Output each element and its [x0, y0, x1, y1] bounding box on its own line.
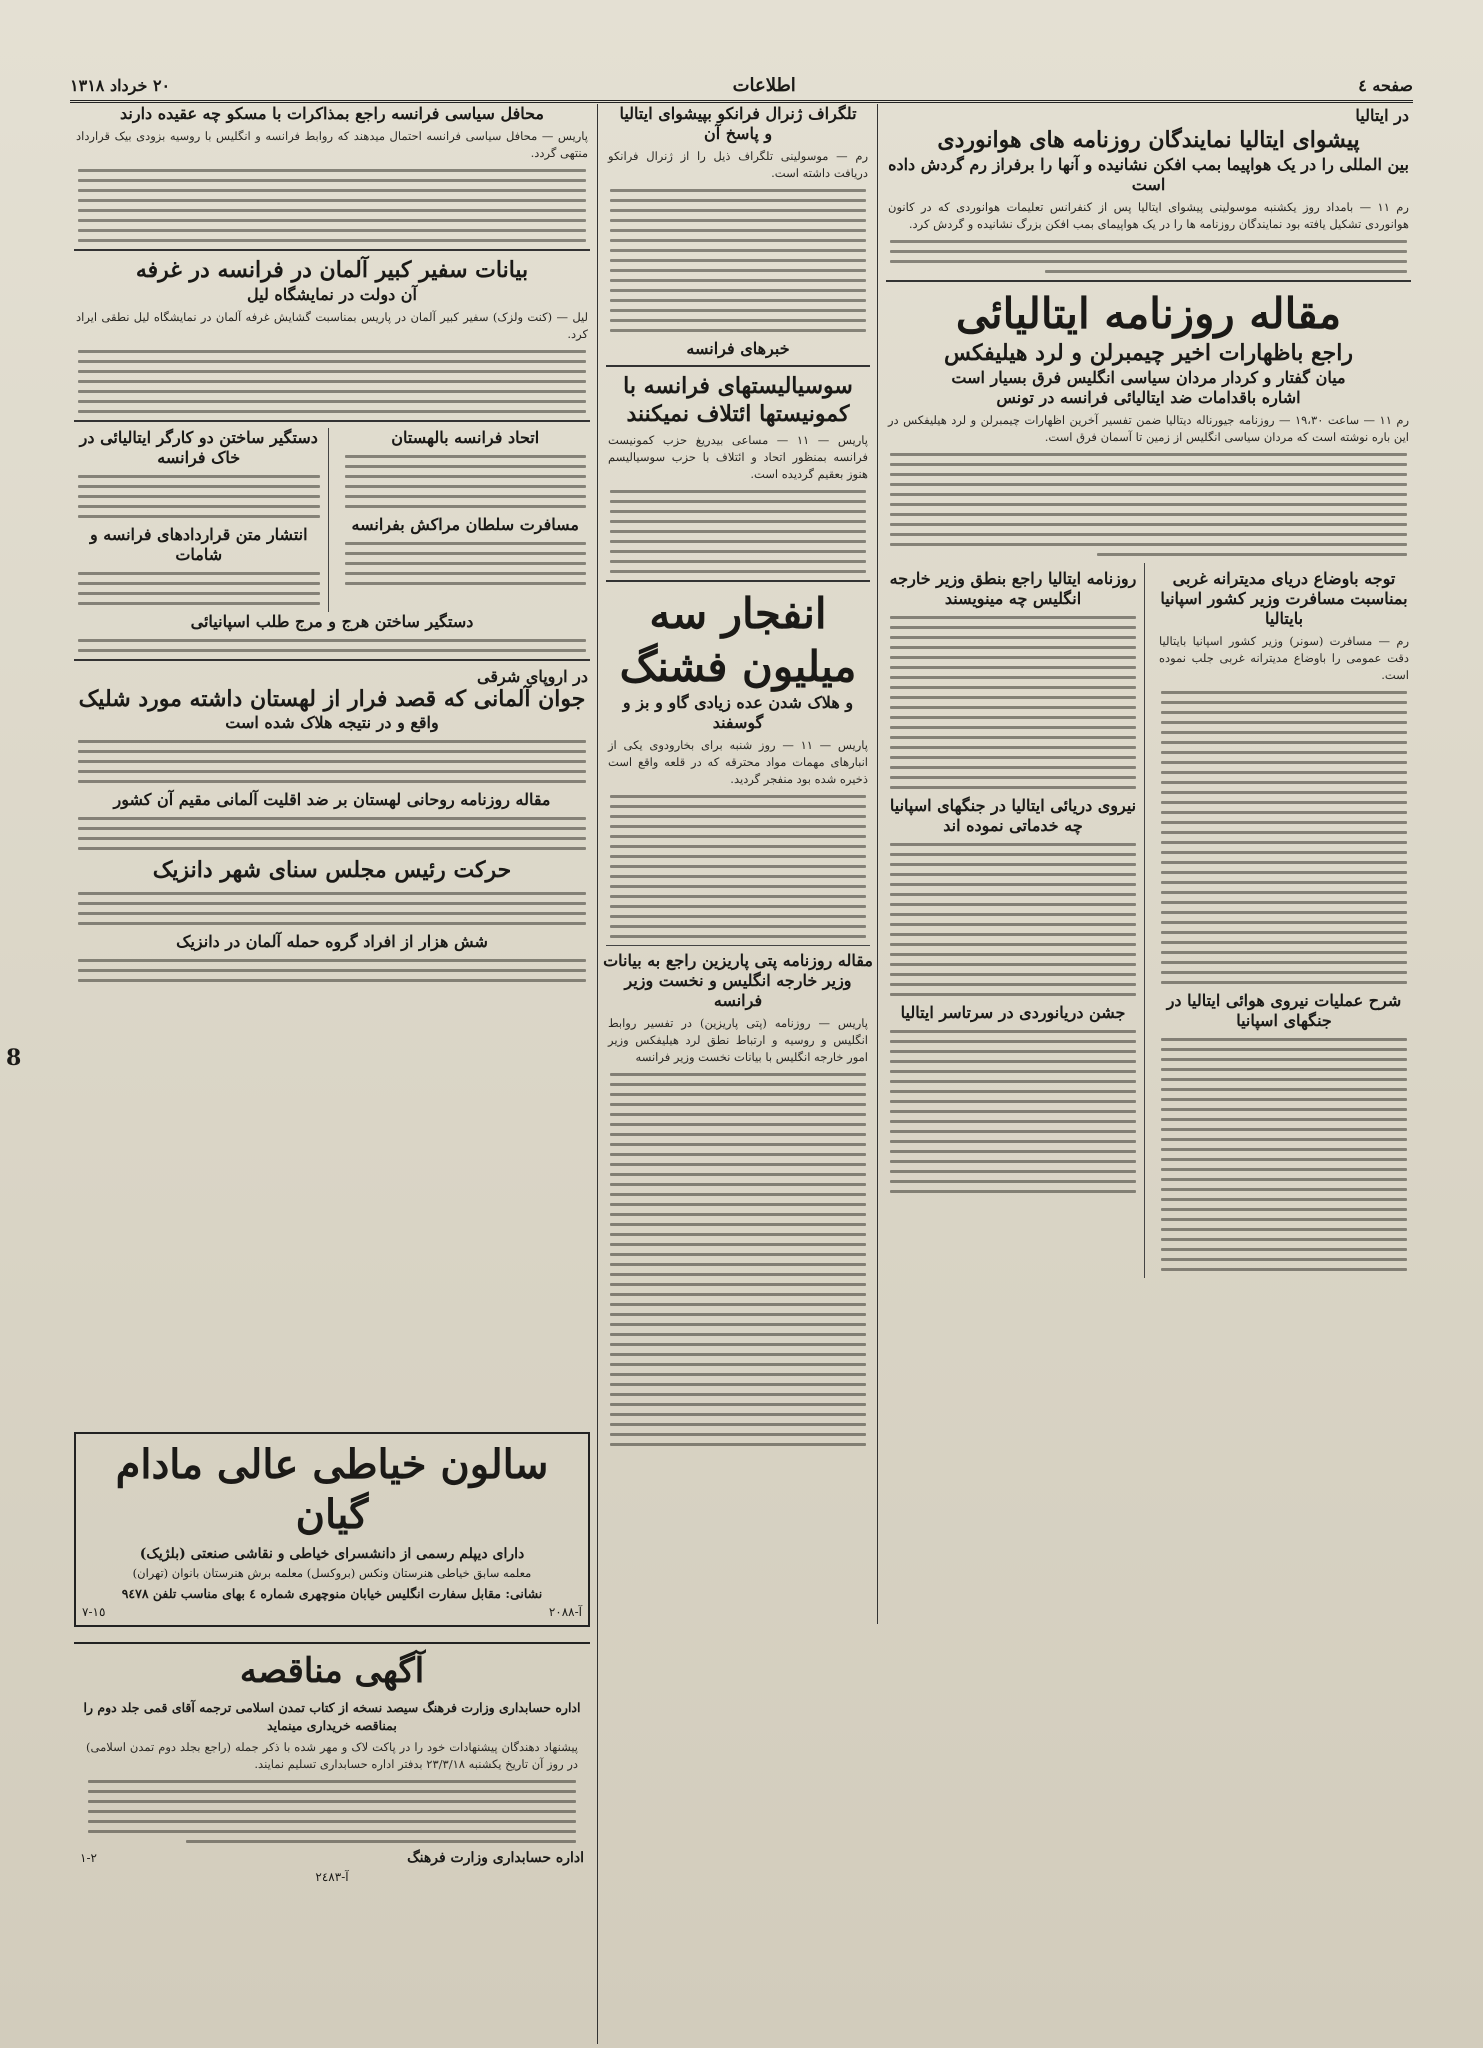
article-text: لیل — (کنت ولزک) سفیر کبیر آلمان در پاریس بمناسبت گشایش غرفه آلمان در نمایشگاه لیل نطقی ایراد کرد. [76, 309, 588, 341]
ad-signature: اداره حسابداری وزارت فرهنگ [407, 1849, 584, 1866]
column-rule [597, 104, 598, 2044]
headline: اتحاد فرانسه بالهستان [391, 427, 540, 447]
article-text: رم — موسولینی تلگراف ذیل را از ژنرال فرانکو دریافت داشته است. [608, 149, 868, 180]
headline: تلگراف ژنرال فرانکو بپیشوای ایتالیا [619, 104, 857, 123]
text-lines [78, 817, 586, 850]
column-middle [602, 104, 874, 2044]
issue-date: ٢٠ خرداد ١٣١٨ [70, 75, 171, 95]
text-lines [78, 572, 320, 605]
sub-headline: واقع و در نتیجه هلاک شده است [225, 713, 439, 732]
text-lines [78, 959, 586, 982]
column-rule [877, 104, 878, 1624]
headline: نیروی دریائی ایتالیا در جنگهای اسپانیا چه خدماتی نموده اند [889, 795, 1137, 835]
masthead [70, 70, 1413, 103]
text-lines [345, 455, 587, 508]
text-lines [78, 740, 586, 783]
headline: حرکت رئیس مجلس سنای شهر دانزیک [152, 857, 512, 883]
ad-code: آ-٢٠٨٨ [548, 1605, 582, 1619]
sub-headline: آن دولت در نمایشگاه لیل [247, 284, 417, 304]
text-lines [1161, 1038, 1407, 1271]
text-lines [890, 616, 1136, 789]
sub-headline: و پاسخ آن [703, 124, 773, 143]
text-lines [890, 240, 1407, 273]
text-lines [78, 892, 586, 925]
headline: دستگیر ساختن دو کارگر ایتالیائی در خاک فرانسه [79, 427, 318, 467]
text-lines [78, 639, 586, 652]
headline: جشن دریانوردی در سرتاسر ایتالیا [900, 1002, 1126, 1022]
article-text: پاریس — روزنامه (پتی پاریزین) در تفسیر روابط انگلیس و روسیه و ارتباط نطق لرد هیلیفکس وزیر امور خارجه انگلیس با بیانات نخست وزیر فرانسه [608, 1016, 868, 1064]
ad-line: دارای دیپلم رسمی از دانشسرای خیاطی و نقاشی صنعتی (بلژیک) [139, 1546, 525, 1562]
ad-code: ٢-١ [80, 1850, 97, 1865]
ad-address: نشانی: مقابل سفارت انگلیس خیابان منوچهری شماره ٤ بهای مناسب تلفن ٩٤٧٨ [121, 1586, 543, 1601]
tailoring-advertisement [74, 1432, 590, 1627]
text-lines [890, 843, 1136, 996]
text-lines [610, 1073, 866, 1446]
ad-code: آ-٢٤٨٣ [315, 1869, 349, 1884]
sub-headline: اشاره باقدامات ضد ایتالیائی فرانسه در تونس [996, 387, 1301, 407]
section-label: در ایتالیا [1355, 106, 1409, 125]
tender-notice [74, 1642, 590, 1972]
text-lines [78, 169, 586, 242]
text-lines [610, 795, 866, 938]
headline: محافل سیاسی فرانسه راجع بمذاکرات با مسکو چه عقیده دارند [120, 104, 544, 123]
ad-title: سالون خیاطی عالی مادام گیان [115, 1441, 549, 1538]
text-lines [890, 1030, 1136, 1193]
article-text: پاریس — ١١ — مساعی بیدریغ حزب کمونیست فرانسه بمنظور اتحاد و ائتلاف با حزب سوسیالیسم هنوز بعقیم گردیده است. [608, 433, 868, 481]
text-lines [78, 475, 320, 518]
ad-line: اداره حسابداری وزارت فرهنگ سیصد نسخه از کتاب تمدن اسلامی ترجمه آقای قمی جلد دوم را بمناقصه خریداری مینماید [83, 1699, 581, 1733]
headline: توجه باوضاع دریای مدیترانه غربی [1172, 568, 1396, 588]
sub-headline: راجع باظهارات اخیر چیمبرلن و لرد هیلیفکس [943, 340, 1354, 366]
text-lines [1161, 691, 1407, 984]
headline: جوان آلمانی که قصد فرار از لهستان داشته مورد شلیک [78, 685, 586, 712]
article-text: رم ١١ — ساعت ١٩،٣٠ — روزنامه جیورناله دیتالیا ضمن تفسیر آخرین اظهارات چیمبرلن و لرد هیلیفکس در این باره نوشته است که مردان سیاسی انگلیس از زمین تا آسمان فرق است. [888, 412, 1409, 444]
page-number: صفحه ٤ [1358, 75, 1413, 95]
article-text: رم ١١ — بامداد روز یکشنبه موسولینی پیشوای ایتالیا پس از کنفرانس تعلیمات هوانوردی که در کانون هوانوردی تشکیل یافته بود نمایندگان روزنامه ها را در یک هواپیمای بمب افکن بزرگ نشانیده و گردش کرد. [888, 199, 1409, 231]
ad-line: معلمه سابق خیاطی هنرستان ونکس (بروکسل) معلمه برش هنرستان بانوان (تهران) [132, 1566, 532, 1580]
text-lines [610, 490, 866, 573]
sub-headline: بین المللی را در یک هواپیما بمب افکن نشانیده و آنها را برفراز رم گردش داده است [888, 154, 1409, 194]
headline: مسافرت سلطان مراکش بفرانسه [351, 514, 579, 534]
headline: سوسیالیستهای فرانسه با کمونیستها ائتلاف نمیکنند [623, 373, 853, 427]
sub-headline: میان گفتار و کردار مردان سیاسی انگلیس فرق بسیار است [951, 367, 1346, 387]
headline: مقاله روزنامه پتی پاریزین راجع به بیانات وزیر خارجه انگلیس و نخست وزیر فرانسه [603, 951, 873, 1010]
paper-name: اطلاعات [732, 74, 796, 96]
sub-headline: و هلاک شدن عده زیادی گاو و بز و گوسفند [622, 693, 854, 732]
article-text: رم — مسافرت (سونر) وزیر کشور اسپانیا بایتالیا دقت عمومی را باوضاع مدیترانه غربی جلب نموده است. [1159, 633, 1409, 682]
text-lines [610, 189, 866, 332]
headline: مقاله روزنامه روحانی لهستان بر ضد اقلیت آلمانی مقیم آن کشور [113, 790, 551, 809]
headline: انفجار سه میلیون فشنگ [619, 589, 857, 691]
text-lines [890, 453, 1407, 556]
column-right [882, 104, 1415, 2044]
headline: انتشار متن قراردادهای فرانسه و شامات [89, 524, 308, 564]
headline: شش هزار از افراد گروه حمله آلمان در دانزیک [176, 931, 488, 951]
margin-mark: 8 [6, 1045, 22, 1071]
headline: مقاله روزنامه ایتالیائی [955, 288, 1342, 338]
ad-text: پیشنهاد دهندگان پیشنهادات خود را در پاکت لاک و مهر شده با ذکر جمله (راجع بجلد دوم تمدن اسلامی) در روز آن تاریخ یکشنبه ٢٣/٣/١٨ بدفتر اداره حسابداری تسلیم نمایند. [86, 1739, 578, 1771]
text-lines [345, 542, 587, 585]
headline: دستگیر ساختن هرج و مرج طلب اسپانیائی [190, 611, 474, 631]
text-lines [78, 350, 586, 413]
headline: روزنامه ایتالیا راجع بنطق وزیر خارجه انگلیس چه مینویسند [889, 568, 1137, 608]
headline: بیانات سفیر کبیر آلمان در فرانسه در غرفه [135, 257, 529, 283]
headline: پیشوای ایتالیا نمایندگان روزنامه های هوانوردی [937, 127, 1360, 153]
ad-title: آگهی مناقصه [239, 1651, 425, 1691]
column-left [70, 104, 594, 1434]
sub-headline: بمناسبت مسافرت وزیر کشور اسپانیا بایتالیا [1160, 588, 1408, 628]
headline: شرح عملیات نیروی هوائی ایتالیا در جنگهای اسپانیا [1166, 990, 1402, 1030]
text-lines [88, 1780, 576, 1843]
article-text: پاریس — محافل سیاسی فرانسه احتمال میدهند که روابط فرانسه و انگلیس با روسیه بزودی بیک قرارداد منتهی گردد. [76, 129, 588, 160]
article-text: پاریس — ١١ — روز شنبه برای بخارودوی یکی از انبارهای مهمات مواد محترقه که در قلعه واقع است ذخیره شده بود منفجر گردید. [608, 738, 869, 786]
ad-code: ١٥-٧ [82, 1605, 106, 1619]
section-label: در اروپای شرقی [477, 666, 588, 686]
section-heading: خبرهای فرانسه [686, 339, 790, 358]
